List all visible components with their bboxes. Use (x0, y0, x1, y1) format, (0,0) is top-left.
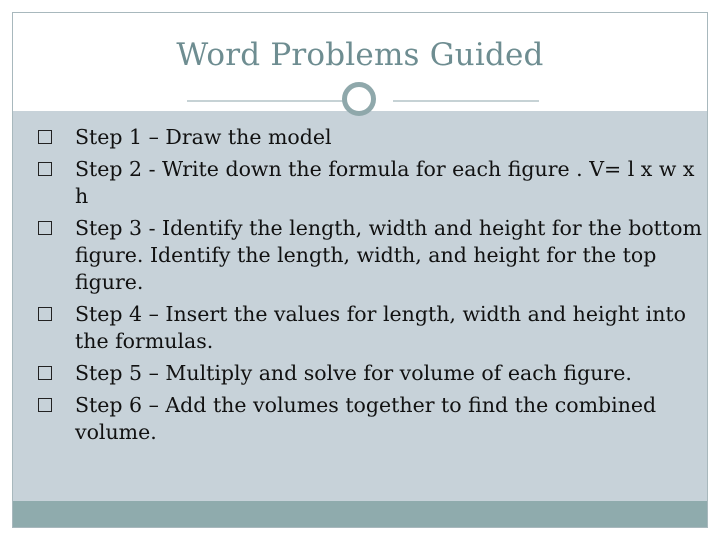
step-3-text: Step 3 - Identify the length, width and height for the bottom figure. Identify the length, width, and height for the top figure. (75, 216, 702, 294)
step-5 (13, 360, 707, 387)
square-bullet-icon (38, 366, 52, 380)
square-bullet-icon (38, 130, 52, 144)
circle-icon (342, 82, 376, 116)
square-bullet-icon (38, 398, 52, 412)
steps-list (13, 124, 707, 451)
title-divider-left (187, 100, 353, 102)
step-4-text: Step 4 – Insert the values for length, width and height into the formulas. (75, 302, 686, 353)
step-3 (13, 215, 707, 296)
square-bullet-icon (38, 221, 52, 235)
step-2-text: Step 2 - Write down the formula for each figure . V= l x w x h (75, 157, 695, 208)
step-1 (13, 124, 707, 151)
title-divider-right (393, 100, 539, 102)
step-2 (13, 156, 707, 210)
square-bullet-icon (38, 307, 52, 321)
square-bullet-icon (38, 162, 52, 176)
step-4 (13, 301, 707, 355)
step-6-text: Step 6 – Add the volumes together to find the combined volume. (75, 393, 657, 444)
slide-title: Word Problems Guided (176, 37, 544, 73)
step-1-text: Step 1 – Draw the model (75, 125, 332, 149)
step-5-text: Step 5 – Multiply and solve for volume of each figure. (75, 361, 632, 385)
bottom-band (13, 501, 707, 527)
slide-frame (12, 12, 708, 528)
step-6 (13, 392, 707, 446)
